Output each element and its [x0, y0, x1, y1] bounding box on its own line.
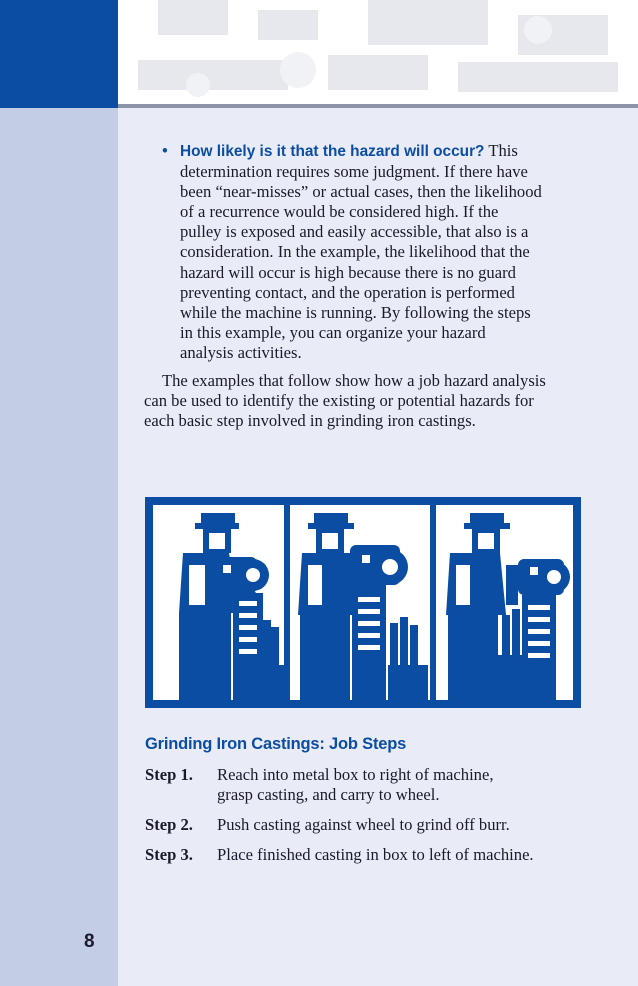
bullet-line: been “near-misses” or actual cases, then the likelihood — [180, 182, 542, 202]
bullet-first-line-rest: This — [488, 141, 518, 160]
step-text — [217, 845, 605, 865]
intro-paragraph — [144, 371, 584, 431]
bullet-line: analysis activities. — [180, 342, 302, 362]
bullet-line: while the machine is running. By following the steps — [180, 302, 531, 322]
step-text — [217, 815, 605, 835]
step-label: Step 1. — [145, 765, 193, 784]
paragraph-line: each basic step involved in grinding iron castings. — [144, 411, 476, 431]
header-photo-art — [118, 0, 638, 104]
illustration-panel-3 — [436, 505, 573, 700]
left-margin-band — [0, 0, 118, 986]
bullet-line: of a recurrence would be considered high. If the — [180, 202, 499, 222]
step-text-line: Reach into metal box to right of machine, — [217, 765, 494, 784]
bullet-line: in this example, you can organize your hazard — [180, 322, 486, 342]
illustration-panel-1 — [153, 505, 284, 700]
bullet-question: How likely is it that the hazard will occur? — [180, 143, 485, 160]
step-text-line: Place finished casting in box to left of machine. — [217, 845, 534, 864]
grinding-illustration — [145, 497, 581, 708]
job-steps-section — [145, 735, 605, 875]
job-steps-title: Grinding Iron Castings: Job Steps — [145, 735, 407, 753]
illustration-panel-2 — [290, 505, 430, 700]
paragraph-line: The examples that follow show how a job hazard analysis — [162, 371, 546, 391]
page-number: 8 — [84, 931, 95, 952]
bullet-line: hazard will occur is high because there is no guard — [180, 262, 516, 282]
bullet-line: pulley is exposed and easily accessible, that also is a — [180, 222, 529, 242]
paragraph-line: can be used to identify the existing or potential hazards for — [144, 391, 534, 411]
body-text — [144, 141, 584, 431]
header-rule — [118, 104, 638, 108]
bullet-first-line — [180, 141, 584, 162]
step-text-line: Push casting against wheel to grind off burr. — [217, 815, 510, 834]
bullet-line: preventing contact, and the operation is performed — [180, 282, 515, 302]
step-row — [145, 845, 605, 865]
bullet-dot: • — [162, 141, 168, 160]
header-color-block — [0, 0, 118, 108]
bullet-item — [144, 141, 584, 363]
step-row — [145, 815, 605, 835]
header-photo — [118, 0, 638, 104]
bullet-line: consideration. In the example, the likelihood that the — [180, 242, 530, 262]
step-text — [217, 765, 605, 805]
step-text-line: grasp casting, and carry to wheel. — [217, 785, 440, 804]
step-label: Step 2. — [145, 815, 193, 834]
worker-reaching-illustration — [153, 505, 284, 700]
worker-grinding-illustration — [290, 505, 430, 700]
step-row — [145, 765, 605, 805]
step-label: Step 3. — [145, 845, 193, 864]
worker-placing-illustration — [436, 505, 573, 700]
bullet-line: determination requires some judgment. If there have — [180, 162, 528, 182]
